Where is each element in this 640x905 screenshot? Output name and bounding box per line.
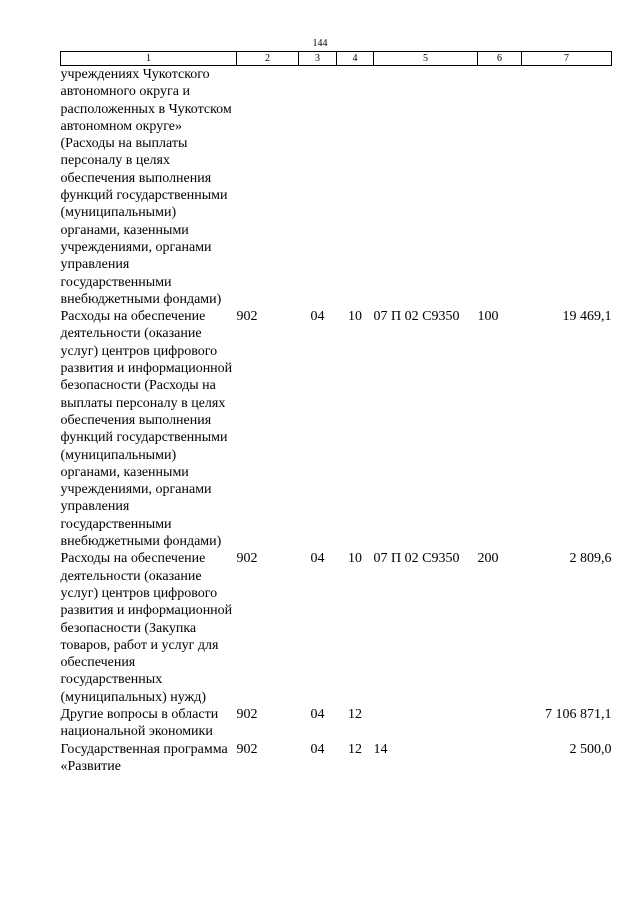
amount: 7 106 871,1: [545, 706, 612, 722]
ministry-code: 902: [236, 706, 258, 722]
target-article-code: [374, 66, 478, 309]
target-article-code: 14: [373, 741, 388, 757]
ministry-code: 902: [236, 551, 258, 567]
expense-name: Расходы на обеспечение деятельности (оказание услуг) центров цифрового развития и информационной безопасности (Закупка товаров, работ и услуг для обеспечения государственных (муниципальных) нужд): [60, 551, 233, 705]
section-code: [299, 66, 337, 309]
section-code: 04: [310, 741, 325, 757]
expense-type-code: [478, 706, 522, 741]
ministry-code: 902: [236, 741, 258, 757]
table-row: [61, 550, 612, 706]
expense-type-code: 100: [477, 309, 499, 325]
table-row: [61, 308, 612, 550]
column-header: 3: [299, 52, 337, 66]
subsection-code: 10: [348, 309, 362, 325]
column-header: 7: [522, 52, 612, 66]
column-header: 5: [374, 52, 478, 66]
table-row: [61, 706, 612, 741]
column-header: 6: [478, 52, 522, 66]
amount: 19 469,1: [562, 309, 612, 325]
expense-name: Государственная программа «Развитие: [60, 741, 228, 774]
ministry-code: 902: [236, 309, 258, 325]
subsection-code: 10: [348, 551, 362, 567]
expense-type-code: 200: [477, 551, 499, 567]
amount: 2 500,0: [569, 741, 612, 757]
expense-type-code: [478, 741, 522, 776]
subsection-code: 12: [348, 741, 362, 757]
subsection-code: 12: [348, 706, 362, 722]
subsection-code: [337, 66, 374, 309]
column-header: 1: [61, 52, 237, 66]
expense-name: учреждениях Чукотского автономного округа и расположенных в Чукотском автономном округе» (Расходы на выплаты персоналу в целях обеспечения выполнения функций государственными (муниципальными) органами, казенными учреждениями, органами управления государственными внебюджетными фондами): [60, 67, 232, 307]
column-header: 2: [237, 52, 299, 66]
section-code: 04: [310, 551, 325, 567]
ministry-code: [237, 66, 299, 309]
table-row: [61, 741, 612, 776]
budget-table: [60, 51, 612, 775]
target-article-code: [374, 706, 478, 741]
section-code: 04: [310, 706, 325, 722]
target-article-code: 07 П 02 С9350: [373, 309, 460, 325]
expense-type-code: [478, 66, 522, 309]
column-header: 4: [337, 52, 374, 66]
expense-name: Расходы на обеспечение деятельности (оказание услуг) центров цифрового развития и информационной безопасности (Расходы на выплаты персоналу в целях обеспечения выполнения функций государственными (муниципальными) органами, казенными учреждениями, органами управления государственными внебюджетными фондами): [60, 309, 233, 550]
table-row: [61, 66, 612, 309]
expense-name: Другие вопросы в области национальной экономики: [60, 706, 219, 740]
amount: [522, 66, 612, 309]
section-code: 04: [310, 309, 325, 325]
amount: 2 809,6: [569, 551, 612, 567]
column-header-row: [61, 52, 612, 66]
page-number: 144: [312, 38, 328, 49]
target-article-code: 07 П 02 С9350: [373, 551, 460, 567]
